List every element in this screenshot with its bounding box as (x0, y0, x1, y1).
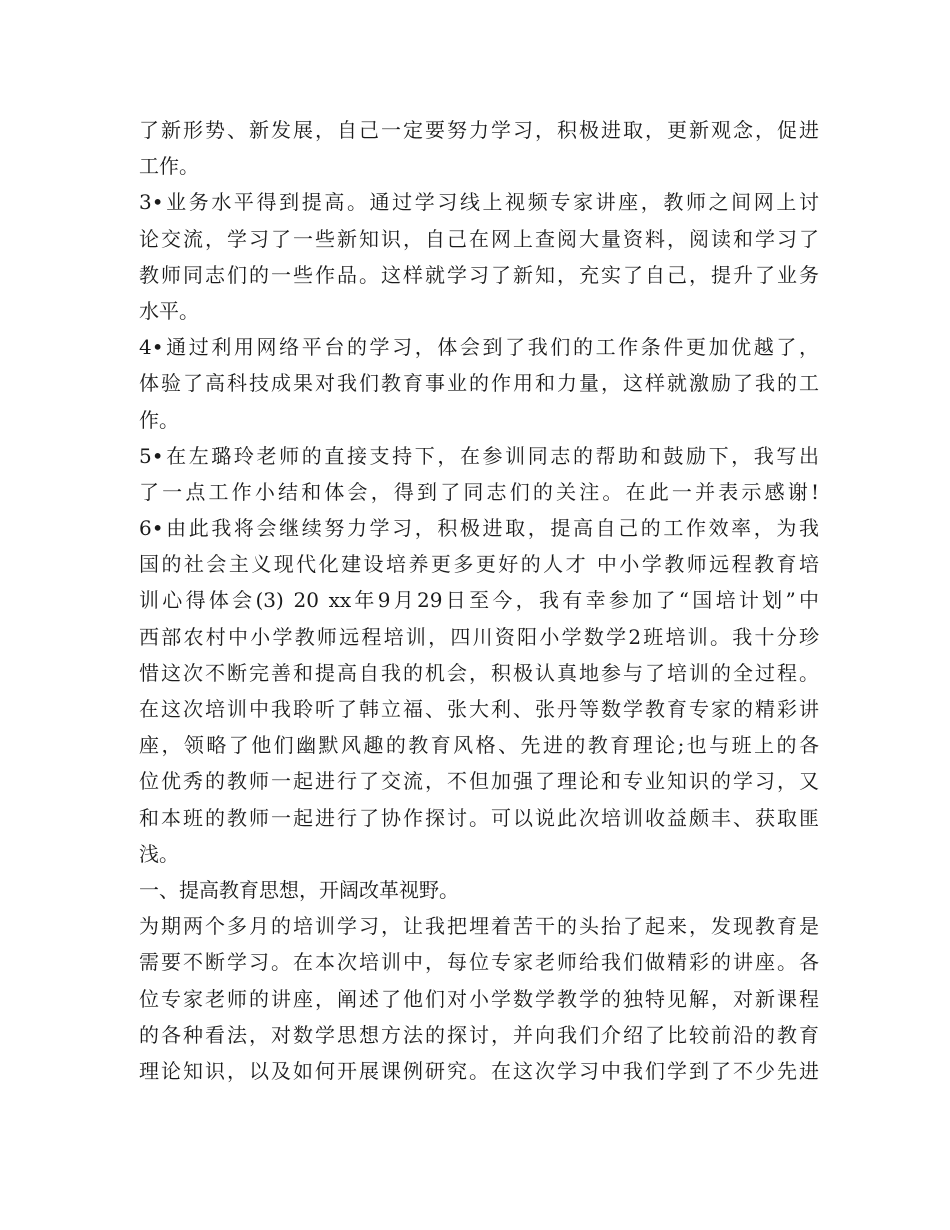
text-line: 国的社会主义现代化建设培养更多更好的人才 中小学教师远程教育培 (139, 552, 819, 577)
text-line: 了新形势、新发展，自己一定要努力学习，积极进取，更新观念，促进 (139, 118, 819, 142)
text-line: 了一点工作小结和体会，得到了同志们的关注。在此一并表示感谢! (139, 479, 819, 504)
text-line: 位专家老师的讲座，阐述了他们对小学数学教学的独特见解，对新课程 (139, 986, 819, 1011)
text-line: 西部农村中小学教师远程培训，四川资阳小学数学2班培训。我十分珍 (139, 624, 819, 649)
text-line: 6•由此我将会继续努力学习，积极进取，提高自己的工作效率，为我 (139, 516, 819, 541)
text-line: 浅。 (139, 841, 179, 866)
text-line: 座，领略了他们幽默风趣的教育风格、先进的教育理论;也与班上的各 (139, 733, 819, 758)
text-line: 3•业务水平得到提高。通过学习线上视频专家讲座，教师之间网上讨 (139, 190, 819, 215)
text-line: 水平。 (139, 298, 199, 323)
text-line: 一、提高教育思想，开阔改革视野。 (139, 877, 459, 902)
text-line: 训心得体会(3) 20 xx年9月29日至今，我有幸参加了“国培计划”中 (139, 588, 819, 613)
body-text (139, 112, 819, 1089)
text-line: 体验了高科技成果对我们教育事业的作用和力量，这样就激励了我的工 (139, 371, 819, 396)
text-line: 需要不断学习。在本次培训中，每位专家老师给我们做精彩的讲座。各 (139, 950, 819, 975)
text-line: 在这次培训中我聆听了韩立福、张大利、张丹等数学教育专家的精彩讲 (139, 697, 819, 721)
text-line: 工作。 (139, 154, 199, 179)
text-line: 为期两个多月的培训学习，让我把埋着苦干的头抬了起来，发现教育是 (139, 914, 819, 939)
text-line: 和本班的教师一起进行了协作探讨。可以说此次培训收益颇丰、获取匪 (139, 805, 819, 830)
text-line: 4•通过利用网络平台的学习，体会到了我们的工作条件更加优越了， (139, 335, 819, 360)
text-line: 位优秀的教师一起进行了交流，不但加强了理论和专业知识的学习，又 (139, 769, 819, 794)
text-line: 的各种看法，对数学思想方法的探讨，并向我们介绍了比较前沿的教育 (139, 1022, 819, 1047)
text-line: 理论知识，以及如何开展课例研究。在这次学习中我们学到了不少先进 (139, 1058, 819, 1083)
text-line: 教师同志们的一些作品。这样就学习了新知，充实了自己，提升了业务 (139, 262, 819, 287)
text-line: 惜这次不断完善和提高自我的机会，积极认真地参与了培训的全过程。 (139, 660, 819, 685)
text-line: 5•在左璐玲老师的直接支持下，在参训同志的帮助和鼓励下，我写出 (139, 443, 819, 468)
text-line: 论交流，学习了一些新知识，自己在网上查阅大量资料，阅读和学习了 (139, 226, 819, 251)
text-line: 作。 (139, 407, 179, 432)
